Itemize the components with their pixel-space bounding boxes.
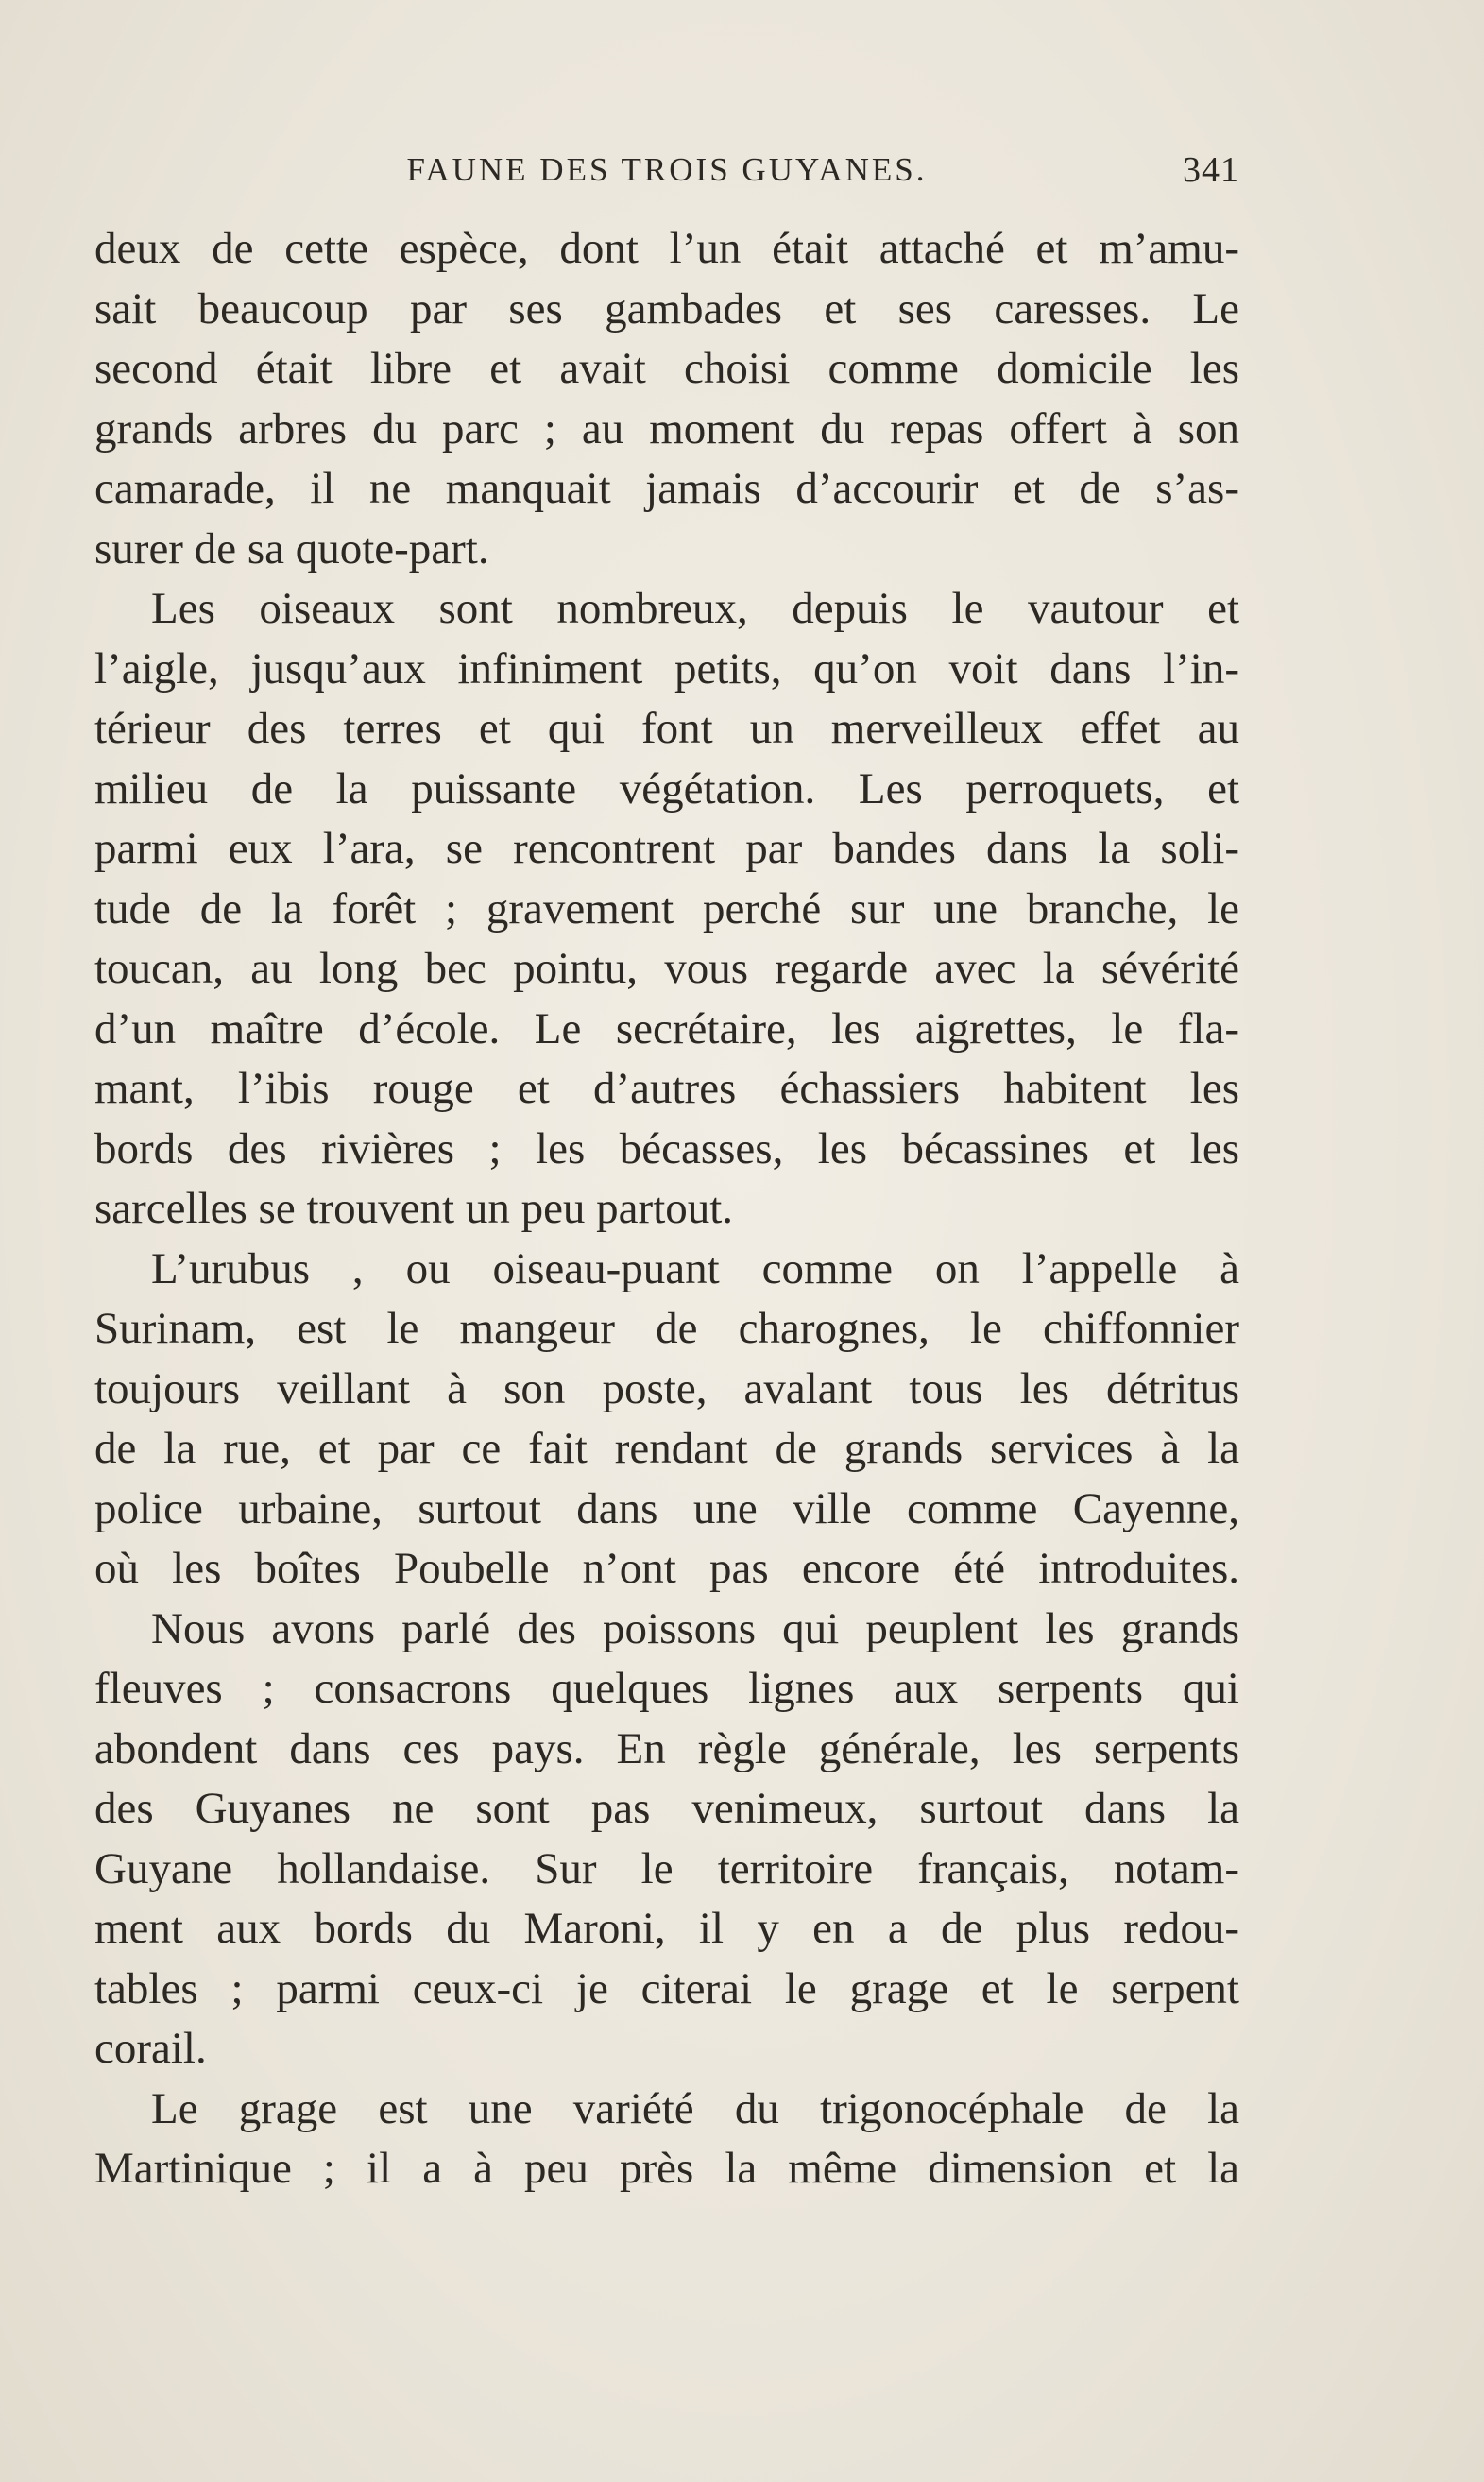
text-line: Surinam, est le mangeur de charognes, le chiffonnier xyxy=(94,1304,1239,1353)
running-title: FAUNE DES TROIS GUYANES. xyxy=(406,151,928,188)
text-line: toujours veillant à son poste, avalant tous les détritus xyxy=(94,1363,1239,1413)
text-line: de la rue, et par ce fait rendant de grands services à la xyxy=(94,1424,1239,1473)
text-line: camarade, il ne manquait jamais d’accourir et de s’as- xyxy=(94,464,1239,513)
text-line: deux de cette espèce, dont l’un était attaché et m’amu- xyxy=(94,224,1239,273)
text-line: Le grage est une variété du trigonocéphale de la xyxy=(151,2083,1239,2133)
text-line: surer de sa quote-part. xyxy=(94,523,489,573)
text-line: sarcelles se trouvent un peu partout. xyxy=(94,1184,734,1233)
text-line: parmi eux l’ara, se rencontrent par bandes dans la soli- xyxy=(94,824,1239,873)
text-line: police urbaine, surtout dans une ville comme Cayenne, xyxy=(94,1483,1239,1533)
page-number: 341 xyxy=(1183,150,1239,190)
text-line: grands arbres du parc ; au moment du repas offert à son xyxy=(94,403,1239,454)
text-line: bords des rivières ; les bécasses, les bécassines et les xyxy=(94,1123,1239,1173)
text-line: où les boîtes Poubelle n’ont pas encore été introduites. xyxy=(94,1544,1239,1593)
text-line: corail. xyxy=(94,2024,207,2073)
text-line: ment aux bords du Maroni, il y en a de plus redou- xyxy=(94,1904,1239,1953)
text-line: fleuves ; consacrons quelques lignes aux serpents qui xyxy=(94,1664,1239,1713)
text-line: L’urubus , ou oiseau-puant comme on l’appelle à xyxy=(151,1243,1239,1293)
text-line: tables ; parmi ceux-ci je citerai le grage et le serpent xyxy=(94,1963,1239,2013)
running-head xyxy=(94,149,1239,191)
text-line: d’un maître d’école. Le secrétaire, les aigrettes, le fla- xyxy=(94,1003,1239,1053)
text-line: l’aigle, jusqu’aux infiniment petits, qu’on voit dans l’in- xyxy=(94,643,1239,693)
text-line: des Guyanes ne sont pas venimeux, surtout dans la xyxy=(94,1784,1239,1833)
text-line: Les oiseaux sont nombreux, depuis le vautour et xyxy=(151,584,1239,633)
text-line: milieu de la puissante végétation. Les perroquets, et xyxy=(94,763,1239,813)
text-line: toucan, au long bec pointu, vous regarde avec la sévérité xyxy=(94,944,1239,993)
text-line: Guyane hollandaise. Sur le territoire français, notam- xyxy=(94,1843,1239,1893)
text-line: second était libre et avait choisi comme domicile les xyxy=(94,344,1239,393)
text-line: tude de la forêt ; gravement perché sur une branche, le xyxy=(94,883,1239,933)
text-line: Martinique ; il a à peu près la même dimension et la xyxy=(94,2144,1239,2193)
text-line: abondent dans ces pays. En règle générale, les serpents xyxy=(94,1723,1239,1773)
text-line: térieur des terres et qui font un merveilleux effet au xyxy=(94,704,1239,753)
text-line: Nous avons parlé des poissons qui peuplent les grands xyxy=(151,1603,1239,1653)
text-line: mant, l’ibis rouge et d’autres échassiers habitent les xyxy=(94,1064,1239,1113)
text-line: sait beaucoup par ses gambades et ses caresses. Le xyxy=(94,283,1239,334)
body-text xyxy=(94,219,1239,2200)
